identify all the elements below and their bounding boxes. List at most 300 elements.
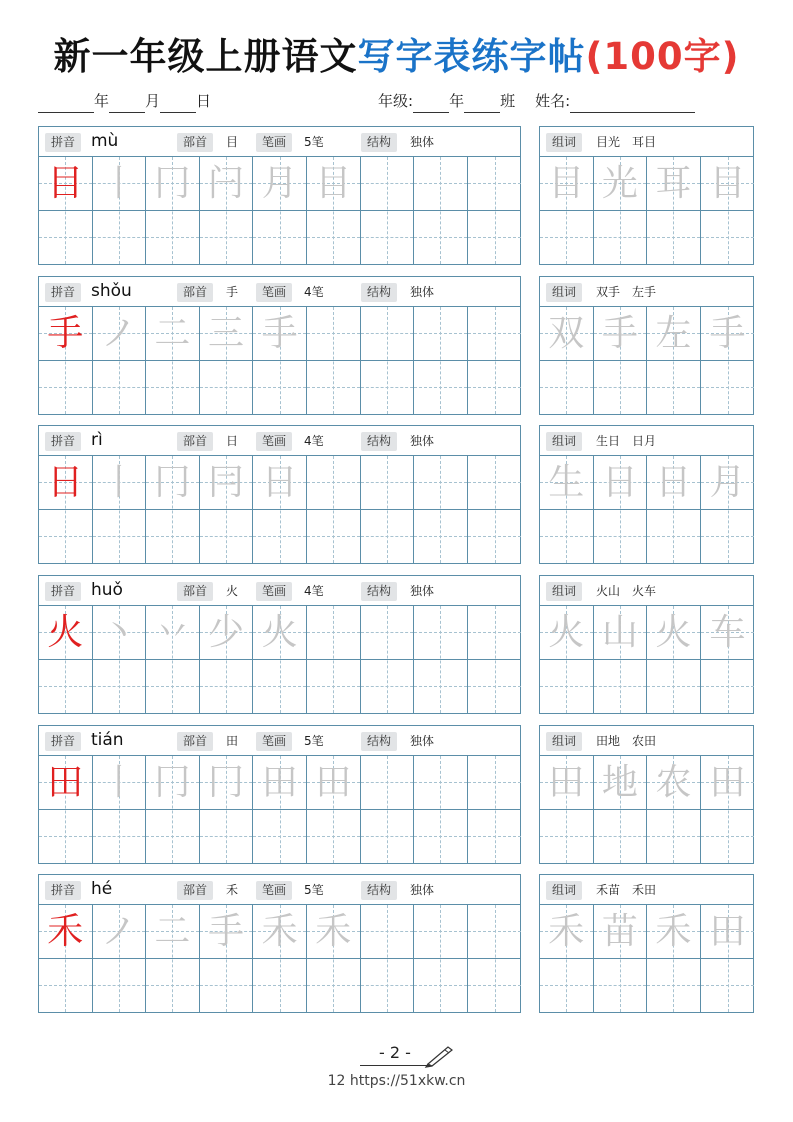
- cell-guide-horizontal: [253, 686, 306, 687]
- cell-row-divider: [361, 809, 414, 810]
- radical-value: 目: [226, 135, 239, 149]
- cell-guide-horizontal: [200, 387, 253, 388]
- word-practice-block: [539, 126, 754, 265]
- cell-guide-horizontal: [146, 686, 199, 687]
- cell-guide-horizontal: [253, 536, 306, 537]
- cell-guide-horizontal: [468, 536, 522, 537]
- strokes-tag: 笔画: [256, 881, 292, 900]
- cell-guide-horizontal: [701, 985, 755, 986]
- cell-guide-horizontal: [647, 836, 700, 837]
- cell-guide-horizontal: [701, 836, 755, 837]
- word-writing-cell[interactable]: [540, 905, 594, 1012]
- cell-row-divider: [701, 360, 755, 361]
- word-practice-block: [539, 874, 754, 1013]
- cell-row-divider: [200, 210, 253, 211]
- writing-cell[interactable]: [361, 756, 415, 863]
- char-practice-block: [38, 126, 521, 265]
- word-writing-cell[interactable]: [647, 756, 701, 863]
- stroke-order-step: 丨: [100, 462, 137, 503]
- word-info-header: [540, 426, 753, 456]
- demo-character: 田: [47, 762, 84, 803]
- writing-cell[interactable]: [414, 157, 468, 264]
- pinyin-value: tián: [91, 730, 124, 750]
- cell-row-divider: [253, 509, 306, 510]
- cell-row-divider: [361, 509, 414, 510]
- stroke-order-step: 日: [261, 462, 298, 503]
- word-writing-cell[interactable]: [540, 157, 594, 264]
- word-writing-cell[interactable]: [540, 307, 594, 414]
- cell-guide-horizontal: [647, 985, 700, 986]
- cell-guide-horizontal: [540, 985, 593, 986]
- cell-row-divider: [414, 509, 467, 510]
- cell-guide-horizontal: [93, 387, 146, 388]
- word-trace-character: 禾: [548, 911, 585, 952]
- radical-tag: 部首: [177, 881, 213, 900]
- radical-value: 日: [226, 434, 239, 448]
- day-blank[interactable]: [160, 95, 196, 113]
- word-practice-block: [539, 276, 754, 415]
- cell-row-divider: [361, 210, 414, 211]
- writing-cell[interactable]: [468, 157, 522, 264]
- word-trace-character: 生: [548, 462, 585, 503]
- cell-guide-horizontal: [468, 333, 522, 334]
- cell-guide-horizontal: [414, 632, 467, 633]
- radical-value: 火: [226, 584, 239, 598]
- stroke-order-step: 少: [208, 612, 245, 653]
- word-writing-cell[interactable]: [701, 307, 755, 414]
- words-value: 火山 火车: [596, 584, 657, 598]
- cell-guide-horizontal: [647, 387, 700, 388]
- cell-row-divider: [93, 509, 146, 510]
- cell-row-divider: [468, 659, 522, 660]
- word-writing-cell[interactable]: [594, 905, 648, 1012]
- cell-guide-horizontal: [361, 482, 414, 483]
- stroke-order-step: 闩: [208, 163, 245, 204]
- writing-cell[interactable]: [361, 157, 415, 264]
- cell-row-divider: [540, 809, 593, 810]
- cell-guide-horizontal: [200, 985, 253, 986]
- word-writing-cell[interactable]: [701, 606, 755, 713]
- cell-guide-horizontal: [594, 686, 647, 687]
- cell-row-divider: [468, 360, 522, 361]
- stroke-order-step: 二: [154, 911, 191, 952]
- stroke-order-step: 冂: [154, 762, 191, 803]
- cell-row-divider: [594, 809, 647, 810]
- cell-row-divider: [540, 659, 593, 660]
- cell-guide-horizontal: [701, 237, 755, 238]
- cell-row-divider: [146, 360, 199, 361]
- writing-cell[interactable]: [414, 307, 468, 414]
- structure-tag: 结构: [361, 582, 397, 601]
- structure-value: 独体: [410, 135, 435, 149]
- cell-guide-horizontal: [540, 237, 593, 238]
- writing-cell[interactable]: [93, 157, 147, 264]
- writing-cell[interactable]: [39, 606, 93, 713]
- word-writing-cell[interactable]: [647, 606, 701, 713]
- stroke-order-step: 冂: [154, 163, 191, 204]
- cell-row-divider: [468, 509, 522, 510]
- strokes-value: 4笔: [304, 434, 324, 448]
- word-writing-cell[interactable]: [701, 456, 755, 563]
- cell-row-divider: [647, 509, 700, 510]
- writing-cell[interactable]: [253, 307, 307, 414]
- cell-row-divider: [594, 210, 647, 211]
- cell-row-divider: [701, 210, 755, 211]
- structure-value: 独体: [410, 734, 435, 748]
- cell-guide-horizontal: [307, 686, 360, 687]
- class-label: 班: [500, 92, 516, 110]
- cell-row-divider: [146, 958, 199, 959]
- writing-cell[interactable]: [200, 606, 254, 713]
- word-writing-cell[interactable]: [540, 456, 594, 563]
- cell-row-divider: [146, 509, 199, 510]
- structure-tag: 结构: [361, 283, 397, 302]
- cell-row-divider: [253, 360, 306, 361]
- cell-guide-horizontal: [253, 387, 306, 388]
- structure-value: 独体: [410, 434, 435, 448]
- cell-guide-horizontal: [361, 237, 414, 238]
- writing-cell[interactable]: [414, 905, 468, 1012]
- cell-guide-horizontal: [647, 536, 700, 537]
- cell-guide-horizontal: [594, 237, 647, 238]
- cell-row-divider: [307, 659, 360, 660]
- writing-cell[interactable]: [414, 456, 468, 563]
- stroke-order-step: 火: [261, 612, 298, 653]
- pinyin-tag: 拼音: [45, 283, 81, 302]
- writing-cell[interactable]: [468, 905, 522, 1012]
- cell-guide-horizontal: [361, 931, 414, 932]
- cell-guide-horizontal: [647, 237, 700, 238]
- cell-guide-horizontal: [468, 183, 522, 184]
- word-writing-cell[interactable]: [540, 606, 594, 713]
- cell-row-divider: [39, 958, 92, 959]
- cell-guide-horizontal: [468, 985, 522, 986]
- cell-row-divider: [39, 809, 92, 810]
- cell-guide-horizontal: [200, 536, 253, 537]
- cell-row-divider: [468, 809, 522, 810]
- cell-row-divider: [200, 509, 253, 510]
- word-trace-character: 左: [655, 313, 692, 354]
- writing-cell[interactable]: [146, 307, 200, 414]
- cell-row-divider: [39, 360, 92, 361]
- words-value: 目光 耳目: [596, 135, 657, 149]
- cell-row-divider: [93, 210, 146, 211]
- writing-cell[interactable]: [361, 905, 415, 1012]
- writing-cell[interactable]: [39, 307, 93, 414]
- cell-guide-horizontal: [39, 836, 92, 837]
- cell-row-divider: [594, 509, 647, 510]
- class-blank[interactable]: [464, 95, 500, 113]
- demo-character: 手: [47, 313, 84, 354]
- writing-cell[interactable]: [253, 905, 307, 1012]
- cell-row-divider: [253, 809, 306, 810]
- name-label: 姓名:: [535, 92, 571, 110]
- cell-row-divider: [200, 809, 253, 810]
- writing-cell[interactable]: [146, 606, 200, 713]
- cell-row-divider: [468, 958, 522, 959]
- structure-value: 独体: [410, 883, 435, 897]
- writing-cell[interactable]: [361, 606, 415, 713]
- word-writing-cell[interactable]: [701, 157, 755, 264]
- writing-cell[interactable]: [468, 307, 522, 414]
- writing-cell[interactable]: [39, 905, 93, 1012]
- cell-guide-horizontal: [253, 237, 306, 238]
- page-number: - 2 -: [360, 1042, 430, 1066]
- cell-guide-horizontal: [200, 686, 253, 687]
- writing-cell[interactable]: [146, 905, 200, 1012]
- cell-row-divider: [468, 210, 522, 211]
- cell-guide-horizontal: [414, 985, 467, 986]
- stroke-order-step: 冂: [154, 462, 191, 503]
- word-writing-cell[interactable]: [701, 905, 755, 1012]
- word-trace-character: 月: [709, 462, 746, 503]
- cell-row-divider: [594, 659, 647, 660]
- writing-cell[interactable]: [146, 456, 200, 563]
- cell-row-divider: [701, 958, 755, 959]
- cell-guide-horizontal: [468, 387, 522, 388]
- cell-row-divider: [594, 360, 647, 361]
- structure-tag: 结构: [361, 732, 397, 751]
- cell-row-divider: [200, 958, 253, 959]
- char-info-header: [39, 426, 520, 456]
- cell-row-divider: [414, 360, 467, 361]
- word-info-header: [540, 875, 753, 905]
- stroke-order-step: 手: [261, 313, 298, 354]
- writing-cell[interactable]: [253, 157, 307, 264]
- writing-cell[interactable]: [307, 157, 361, 264]
- radical-tag: 部首: [177, 283, 213, 302]
- pinyin-value: hé: [91, 879, 113, 899]
- word-info-header: [540, 726, 753, 756]
- stroke-order-step: 冂: [208, 762, 245, 803]
- cell-guide-horizontal: [361, 387, 414, 388]
- stroke-order-step: 田: [315, 762, 352, 803]
- writing-cell[interactable]: [361, 456, 415, 563]
- cell-guide-horizontal: [468, 782, 522, 783]
- grade-year-label: 年: [449, 92, 465, 110]
- structure-value: 独体: [410, 285, 435, 299]
- month-blank[interactable]: [109, 95, 145, 113]
- cell-row-divider: [146, 659, 199, 660]
- words-tag: 组词: [546, 133, 582, 152]
- writing-cell[interactable]: [361, 307, 415, 414]
- char-practice-block: [38, 276, 521, 415]
- stroke-order-step: 禾: [261, 911, 298, 952]
- writing-cell[interactable]: [200, 456, 254, 563]
- cell-guide-horizontal: [361, 782, 414, 783]
- cell-row-divider: [253, 210, 306, 211]
- writing-cell[interactable]: [39, 157, 93, 264]
- cell-row-divider: [701, 659, 755, 660]
- writing-cell[interactable]: [307, 456, 361, 563]
- word-writing-cell[interactable]: [647, 905, 701, 1012]
- word-writing-cell[interactable]: [594, 157, 648, 264]
- writing-cell[interactable]: [200, 756, 254, 863]
- cell-guide-horizontal: [39, 387, 92, 388]
- cell-row-divider: [39, 509, 92, 510]
- writing-cell[interactable]: [307, 905, 361, 1012]
- radical-value: 田: [226, 734, 239, 748]
- word-trace-character: 田: [548, 762, 585, 803]
- word-writing-cell[interactable]: [701, 756, 755, 863]
- radical-value: 禾: [226, 883, 239, 897]
- char-info-header: [39, 875, 520, 905]
- stroke-order-step: 月: [261, 163, 298, 204]
- word-writing-cell[interactable]: [594, 456, 648, 563]
- writing-cell[interactable]: [93, 756, 147, 863]
- word-trace-character: 光: [601, 163, 638, 204]
- cell-row-divider: [146, 809, 199, 810]
- pinyin-value: rì: [91, 430, 103, 450]
- writing-cell[interactable]: [468, 756, 522, 863]
- word-trace-character: 山: [601, 612, 638, 653]
- cell-row-divider: [93, 958, 146, 959]
- cell-row-divider: [361, 360, 414, 361]
- year-blank[interactable]: [38, 95, 94, 113]
- stroke-order-step: 冃: [208, 462, 245, 503]
- writing-cell[interactable]: [200, 307, 254, 414]
- stroke-order-step: 丶: [100, 612, 137, 653]
- word-practice-block: [539, 425, 754, 564]
- cell-guide-horizontal: [414, 931, 467, 932]
- writing-cell[interactable]: [253, 456, 307, 563]
- cell-row-divider: [93, 809, 146, 810]
- word-writing-cell[interactable]: [594, 307, 648, 414]
- pinyin-tag: 拼音: [45, 582, 81, 601]
- cell-guide-horizontal: [307, 985, 360, 986]
- writing-cell[interactable]: [39, 456, 93, 563]
- cell-guide-horizontal: [93, 536, 146, 537]
- writing-cell[interactable]: [307, 307, 361, 414]
- cell-guide-horizontal: [361, 333, 414, 334]
- radical-tag: 部首: [177, 133, 213, 152]
- cell-guide-horizontal: [361, 985, 414, 986]
- writing-cell[interactable]: [200, 157, 254, 264]
- writing-cell[interactable]: [468, 606, 522, 713]
- cell-guide-horizontal: [414, 482, 467, 483]
- cell-guide-horizontal: [361, 183, 414, 184]
- grade-blank[interactable]: [413, 95, 449, 113]
- word-trace-character: 农: [655, 762, 692, 803]
- stroke-order-step: 手: [208, 911, 245, 952]
- cell-row-divider: [93, 659, 146, 660]
- words-value: 生日 日月: [596, 434, 657, 448]
- cell-row-divider: [647, 360, 700, 361]
- strokes-value: 4笔: [304, 584, 324, 598]
- strokes-tag: 笔画: [256, 283, 292, 302]
- cell-guide-horizontal: [253, 985, 306, 986]
- cell-guide-horizontal: [200, 836, 253, 837]
- month-label: 月: [145, 92, 161, 110]
- cell-guide-horizontal: [701, 686, 755, 687]
- strokes-value: 5笔: [304, 135, 324, 149]
- stroke-order-step: 丷: [154, 612, 191, 653]
- cell-guide-horizontal: [414, 686, 467, 687]
- writing-cell[interactable]: [93, 307, 147, 414]
- cell-guide-horizontal: [307, 237, 360, 238]
- cell-guide-horizontal: [93, 237, 146, 238]
- writing-cell[interactable]: [468, 456, 522, 563]
- cell-row-divider: [414, 210, 467, 211]
- cell-row-divider: [200, 360, 253, 361]
- writing-cell[interactable]: [253, 756, 307, 863]
- word-trace-character: 地: [601, 762, 638, 803]
- word-trace-character: 手: [709, 313, 746, 354]
- writing-cell[interactable]: [39, 756, 93, 863]
- cell-guide-horizontal: [146, 836, 199, 837]
- writing-cell[interactable]: [253, 606, 307, 713]
- pinyin-value: shǒu: [91, 281, 132, 301]
- stroke-order-step: ノ: [100, 313, 137, 354]
- cell-guide-horizontal: [200, 237, 253, 238]
- word-trace-character: 禾: [655, 911, 692, 952]
- words-value: 田地 农田: [596, 734, 657, 748]
- words-tag: 组词: [546, 432, 582, 451]
- day-label: 日: [196, 92, 212, 110]
- word-writing-cell[interactable]: [647, 157, 701, 264]
- stroke-order-step: 丨: [100, 163, 137, 204]
- writing-cell[interactable]: [146, 756, 200, 863]
- cell-row-divider: [540, 509, 593, 510]
- writing-cell[interactable]: [93, 456, 147, 563]
- writing-cell[interactable]: [93, 606, 147, 713]
- title-main: 新一年级上册语文: [53, 35, 358, 78]
- name-blank[interactable]: [570, 95, 695, 113]
- stroke-order-step: 田: [261, 762, 298, 803]
- word-writing-cell[interactable]: [647, 307, 701, 414]
- cell-row-divider: [540, 958, 593, 959]
- cell-guide-horizontal: [93, 686, 146, 687]
- student-line: [378, 89, 695, 113]
- cell-guide-horizontal: [93, 985, 146, 986]
- strokes-value: 5笔: [304, 734, 324, 748]
- word-practice-block: [539, 575, 754, 714]
- cell-guide-horizontal: [253, 836, 306, 837]
- writing-cell[interactable]: [200, 905, 254, 1012]
- pen-icon: [424, 1044, 456, 1068]
- structure-tag: 结构: [361, 432, 397, 451]
- cell-guide-horizontal: [307, 387, 360, 388]
- structure-tag: 结构: [361, 881, 397, 900]
- word-trace-character: 田: [709, 911, 746, 952]
- writing-cell[interactable]: [307, 606, 361, 713]
- pinyin-tag: 拼音: [45, 732, 81, 751]
- word-writing-cell[interactable]: [594, 606, 648, 713]
- writing-cell[interactable]: [93, 905, 147, 1012]
- cell-row-divider: [39, 210, 92, 211]
- cell-row-divider: [253, 659, 306, 660]
- radical-tag: 部首: [177, 582, 213, 601]
- word-writing-cell[interactable]: [647, 456, 701, 563]
- strokes-value: 5笔: [304, 883, 324, 897]
- writing-cell[interactable]: [414, 756, 468, 863]
- writing-cell[interactable]: [146, 157, 200, 264]
- writing-cell[interactable]: [414, 606, 468, 713]
- word-trace-character: 火: [655, 612, 692, 653]
- pinyin-tag: 拼音: [45, 133, 81, 152]
- cell-row-divider: [93, 360, 146, 361]
- cell-guide-horizontal: [414, 836, 467, 837]
- cell-guide-horizontal: [468, 836, 522, 837]
- writing-cell[interactable]: [307, 756, 361, 863]
- word-writing-cell[interactable]: [540, 756, 594, 863]
- cell-row-divider: [307, 210, 360, 211]
- word-writing-cell[interactable]: [594, 756, 648, 863]
- cell-guide-horizontal: [414, 237, 467, 238]
- cell-guide-horizontal: [414, 536, 467, 537]
- cell-row-divider: [701, 809, 755, 810]
- cell-guide-horizontal: [307, 482, 360, 483]
